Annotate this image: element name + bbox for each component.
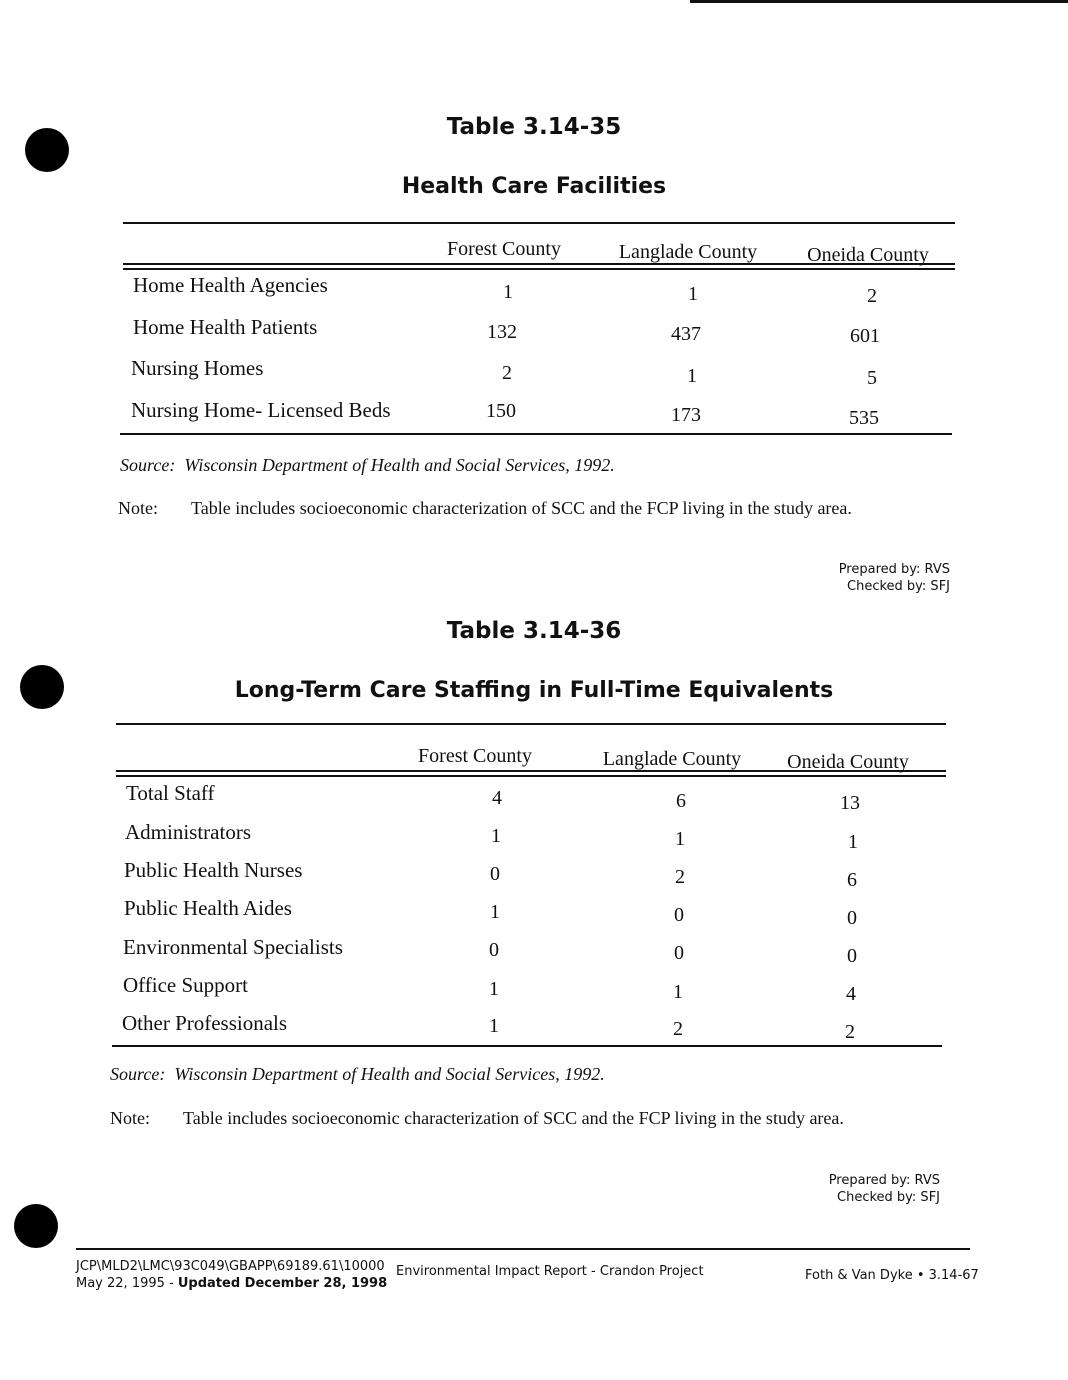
table2-prepared — [740, 1172, 940, 1206]
row-label: Environmental Specialists — [123, 935, 343, 959]
cell-langlade: 2 — [675, 866, 685, 888]
table2-top-rule — [116, 723, 946, 725]
row-label: Home Health Patients — [133, 315, 318, 339]
cell-forest: 1 — [490, 901, 500, 923]
cell-oneida: 0 — [847, 907, 857, 929]
cell-langlade: 173 — [671, 404, 701, 426]
cell-langlade: 0 — [674, 942, 684, 964]
cell-forest: 0 — [489, 939, 499, 961]
table2-note — [110, 1108, 844, 1129]
cell-forest: 150 — [486, 400, 516, 422]
footer-date — [76, 1276, 387, 1291]
table2-source — [110, 1064, 605, 1085]
cell-oneida: 2 — [845, 1021, 855, 1043]
row-label: Public Health Aides — [124, 896, 292, 920]
table2-col-oneida: Oneida County — [787, 751, 909, 773]
cell-forest: 132 — [487, 321, 517, 343]
cell-forest: 1 — [489, 978, 499, 1000]
cell-oneida: 535 — [849, 407, 879, 429]
cell-langlade: 2 — [673, 1018, 683, 1040]
cell-langlade: 1 — [687, 365, 697, 387]
table2-number: Table 3.14-36 — [446, 618, 622, 644]
note-label: Note: — [118, 498, 158, 518]
row-label: Administrators — [125, 820, 251, 844]
checked-by: Checked by: SFJ — [847, 579, 950, 594]
cell-oneida: 13 — [840, 792, 860, 814]
table1-source — [120, 455, 615, 476]
cell-oneida: 0 — [847, 945, 857, 967]
cell-oneida: 4 — [846, 983, 856, 1005]
table2-title: Long-Term Care Staffing in Full-Time Equivalents — [234, 678, 834, 703]
row-label: Public Health Nurses — [124, 858, 303, 882]
prepared-by: Prepared by: RVS — [828, 1173, 940, 1188]
footer-updated: Updated December 28, 1998 — [177, 1276, 388, 1291]
cell-oneida: 5 — [867, 367, 877, 389]
table1-top-rule — [123, 222, 955, 224]
row-label: Nursing Homes — [131, 356, 264, 380]
cell-langlade: 1 — [673, 981, 683, 1003]
cell-forest: 1 — [503, 281, 513, 303]
cell-oneida: 6 — [847, 869, 857, 891]
prepared-by: Prepared by: RVS — [838, 562, 950, 577]
cell-langlade: 437 — [671, 323, 701, 345]
cell-oneida: 1 — [848, 831, 858, 853]
note-text: Table includes socioeconomic characterization of SCC and the FCP living in the study area. — [191, 498, 852, 518]
footer-path: JCP\MLD2\LMC\93C049\GBAPP\69189.61\10000 — [76, 1259, 385, 1274]
cell-forest: 1 — [489, 1015, 499, 1037]
table1-note — [118, 498, 852, 519]
cell-langlade: 1 — [688, 283, 698, 305]
footer-report: Environmental Impact Report - Crandon Project — [396, 1264, 704, 1279]
note-label: Note: — [110, 1108, 150, 1128]
cell-oneida: 601 — [850, 325, 880, 347]
footer-page: Foth & Van Dyke • 3.14-67 — [805, 1268, 979, 1283]
cell-forest: 1 — [491, 825, 501, 847]
cell-oneida: 2 — [867, 285, 877, 307]
table2-col-langlade: Langlade County — [602, 748, 742, 770]
table1-col-forest: Forest County — [447, 238, 561, 260]
table1-col-oneida: Oneida County — [807, 244, 929, 266]
table1-number: Table 3.14-35 — [446, 114, 622, 140]
cell-forest: 4 — [492, 787, 502, 809]
table2-header-rule — [116, 770, 946, 777]
row-label: Nursing Home- Licensed Beds — [131, 398, 391, 422]
footer-rule — [76, 1248, 970, 1250]
punch-hole — [14, 1204, 58, 1248]
table1-col-langlade: Langlade County — [618, 241, 758, 263]
footer-date-text: May 22, 1995 - — [76, 1276, 178, 1291]
cell-forest: 2 — [502, 362, 512, 384]
cell-langlade: 6 — [676, 790, 686, 812]
checked-by: Checked by: SFJ — [837, 1190, 940, 1205]
table1-prepared — [750, 561, 950, 595]
table1-title: Health Care Facilities — [401, 174, 667, 199]
note-text: Table includes socioeconomic characterization of SCC and the FCP living in the study area. — [183, 1108, 844, 1128]
top-edge-line — [690, 0, 1068, 3]
table2-col-forest: Forest County — [418, 745, 532, 767]
cell-forest: 0 — [490, 863, 500, 885]
source-text: Wisconsin Department of Health and Social Services, 1992. — [184, 455, 615, 475]
row-label: Home Health Agencies — [133, 273, 328, 297]
source-label: Source: — [120, 455, 176, 475]
cell-langlade: 1 — [675, 828, 685, 850]
table2-bottom-rule — [112, 1045, 942, 1047]
source-text: Wisconsin Department of Health and Social Services, 1992. — [174, 1064, 605, 1084]
table1-bottom-rule — [120, 433, 952, 435]
source-label: Source: — [110, 1064, 166, 1084]
table1-header-rule — [123, 263, 955, 270]
row-label: Other Professionals — [122, 1011, 288, 1035]
row-label: Office Support — [123, 973, 249, 997]
row-label: Total Staff — [126, 781, 215, 805]
cell-langlade: 0 — [674, 904, 684, 926]
